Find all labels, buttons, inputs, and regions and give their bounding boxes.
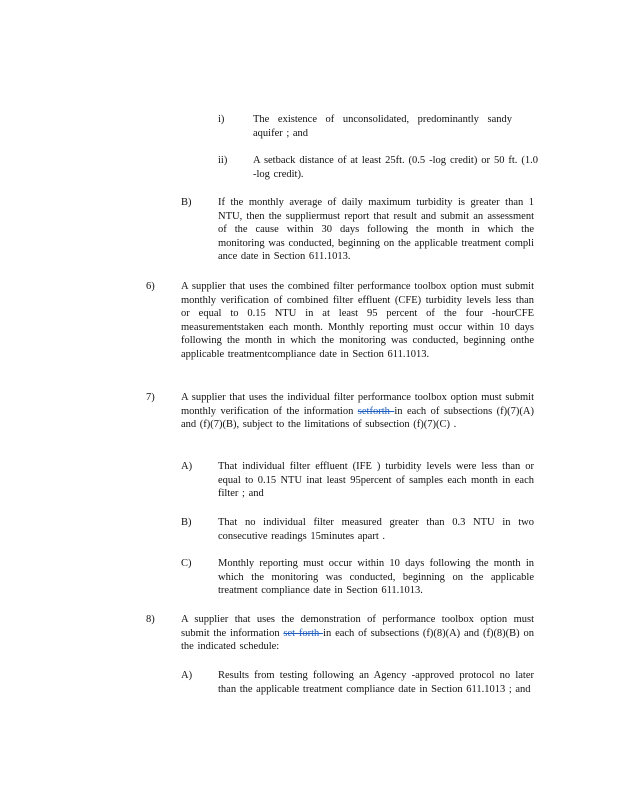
clause-text — [218, 557, 534, 598]
clause-text — [181, 613, 534, 654]
clause-marker: B) — [181, 517, 192, 528]
clause-marker: i) — [218, 114, 225, 125]
clause-marker: B) — [181, 197, 192, 208]
struck-text: setforth — [357, 405, 395, 417]
clause-text-segment: That no individual filter measured greater than 0.3 NTU in two consecutive readings 15minutes apart . — [218, 517, 534, 542]
clause-text-segment: The existence of unconsolidated, predominantly sandy aquifer ; and — [253, 114, 512, 139]
clause-text-segment: A supplier that uses the combined filter performance toolbox option must submit monthly verification of combined filter effluent (CFE) turbidity levels less than or equal to 0.15 NTU in at least 95 percent of the four -hourCFE measurementstaken each month. Monthly reporting must occur within 10 days following the month in which the monitoring was conducted, beginning onthe applicable treatmentcompliance date in Section 611.1013. — [181, 281, 534, 360]
struck-text: set forth — [283, 627, 324, 639]
clause-text-segment: If the monthly average of daily maximum turbidity is greater than 1 NTU, then the suppliermust report that result and submit an assessment of the cause within 30 days following the month in which the monitoring was conducted, beginning on the applicable treatment compli ance date in Section 611.1013. — [218, 197, 534, 263]
clause-marker: A) — [181, 461, 193, 472]
clause-text — [181, 391, 534, 432]
clause-marker: 6) — [146, 281, 155, 292]
clause-text-segment: in each of subsections (f)(8)(A) and (f)(8)(B) on the indicated schedule: — [181, 627, 534, 653]
clause-marker: C) — [181, 558, 192, 569]
clause-text-segment: A setback distance of at least 25ft. (0.5 -log credit) or 50 ft. (1.0 -log credit). — [253, 155, 538, 180]
clause-text — [181, 280, 534, 362]
clause-marker: ii) — [218, 155, 228, 166]
clause-text-segment: That individual filter effluent (IFE ) turbidity levels were less than or equal to 0.15 NTU inat least 95percent of samples each month in each filter ; and — [218, 461, 534, 500]
clause-text — [253, 154, 538, 181]
clause-text — [218, 196, 534, 264]
clause-marker: 7) — [146, 392, 155, 403]
clause-text-segment: A supplier that uses the demonstration of performance toolbox option must submit the information — [181, 614, 534, 639]
clause-marker: A) — [181, 670, 193, 681]
clause-text-segment: in each of subsections (f)(7)(A) and (f)(7)(B), subject to the limitations of subsection (f)(7)(C) . — [181, 405, 534, 431]
clause-text-segment: Monthly reporting must occur within 10 days following the month in which the monitoring was conducted, beginning on the applicable treatment compliance date in Section 611.1013. — [218, 558, 534, 597]
clause-text-segment: A supplier that uses the individual filter performance toolbox option must submit monthly verification of the information — [181, 392, 534, 417]
clause-text — [218, 516, 534, 543]
clause-text — [218, 669, 534, 696]
clause-text — [218, 460, 534, 501]
clause-text — [253, 113, 512, 140]
clause-marker: 8) — [146, 614, 155, 625]
clause-text-segment: Results from testing following an Agency -approved protocol no later than the applicable treatment compliance date in Section 611.1013 ; and — [218, 670, 534, 695]
